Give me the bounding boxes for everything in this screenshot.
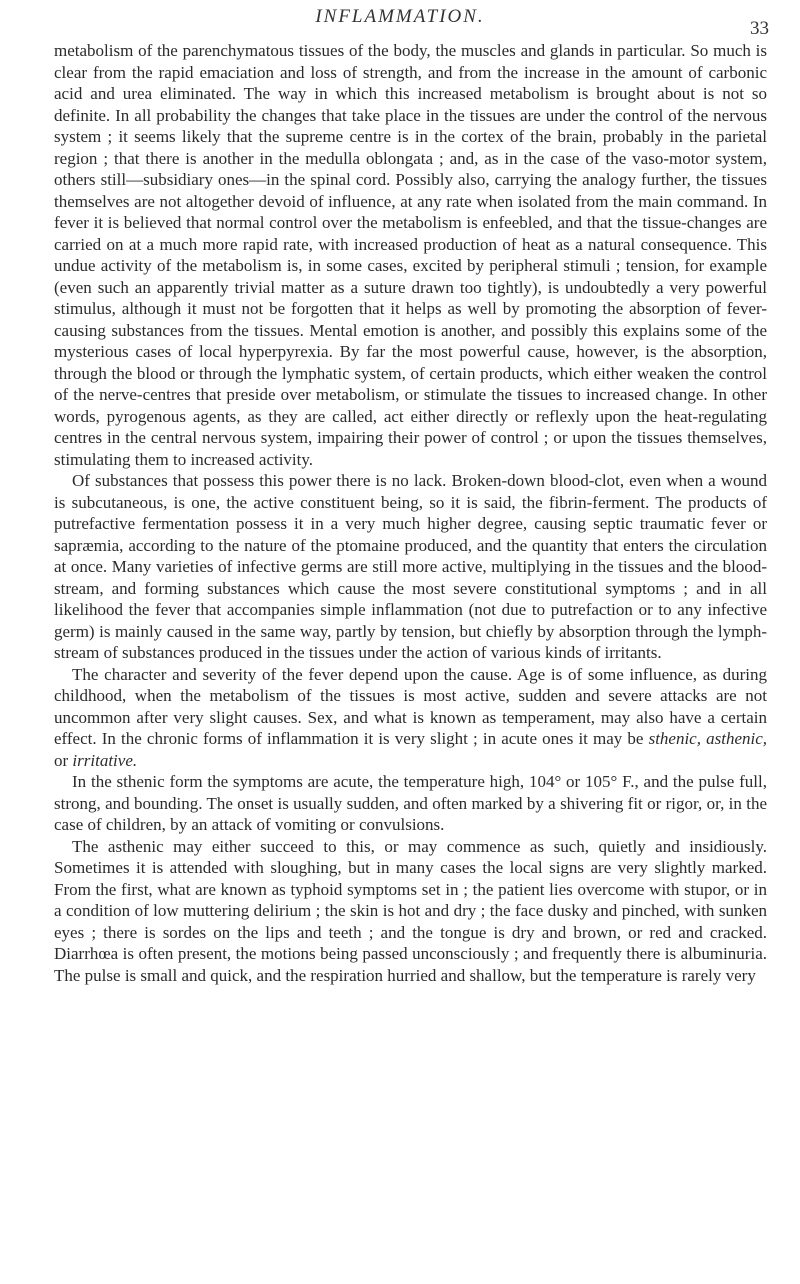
paragraph <box>54 664 767 772</box>
paragraph-text: The character and severity of the fever depend upon the cause. Age is of some influence, as during childhood, when the metabolism of the tissues is most active, sudden and severe attacks are not uncommon after very slight causes. Sex, and what is known as temperament, may also have a certain effect. In the chronic forms of inflammation it is very slight ; in acute ones it may be <box>54 664 767 748</box>
page-number: 33 <box>750 18 769 39</box>
paragraph-text: or <box>54 750 73 770</box>
paragraph: In the sthenic form the symptoms are acute, the temperature high, 104° or 105° F., and the pulse full, strong, and bounding. The onset is usually sudden, and often marked by a shivering fit or rigor, or, in the case of children, by an attack of vomiting or convulsions. <box>54 772 767 834</box>
running-title: INFLAMMATION. <box>315 6 485 27</box>
paragraph: metabolism of the parenchymatous tissues of the body, the muscles and glands in particular. So much is clear from the rapid emaciation and loss of strength, and from the increase in the amount of carbonic acid and urea eliminated. The way in which this increased metabolism is brought about is not so definite. In all probability the changes that take place in the tissues are under the control of the nervous system ; it seems likely that the supreme centre is in the cortex of the brain, probably in the parietal region ; that there is another in the medulla oblongata ; and, as in the case of the vaso-motor system, others still—subsidiary ones—in the spinal cord. Possibly also, carrying the analogy further, the tissues themselves are not altogether devoid of influence, at any rate when isolated from the main command. In fever it is believed that normal control over the metabolism is enfeebled, and that the tissue-changes are carried on at a much more rapid rate, with increased production of heat as a natural consequence. This undue activity of the metabolism is, in some cases, excited by peripheral stimuli ; tension, for example (even such an apparently trivial matter as a suture drawn too tightly), is undoubtedly a very powerful stimulus, although it must not be forgotten that it helps as well by promoting the absorption of fever-causing substances from the tissues. Mental emotion is another, and possibly this explains some of the mysterious cases of local hyperpyrexia. By far the most powerful cause, however, is the absorption, through the blood or through the lymphatic system, of certain products, which either weaken the control of the nerve-centres that preside over metabolism, or stimulate the tissues to increased change. In other words, pyrogenous agents, as they are called, act either directly or reflexly upon the heat-regulating centres in the central nervous system, impairing their power of control ; or upon the tissues themselves, stimulating them to increased activity. <box>54 41 767 469</box>
emphasis-text: irritative. <box>72 750 138 770</box>
paragraph: The asthenic may either succeed to this, or may commence as such, quietly and insidiously. Sometimes it is attended with sloughing, but in many cases the local signs are very slightly marked. From the first, what are known as typhoid symptoms set in ; the patient lies overcome with stupor, or in a condition of low muttering delirium ; the skin is hot and dry ; the face dusky and pinched, with sunken eyes ; there is sordes on the lips and teeth ; and the tongue is dry and brown, or red and cracked. Diarrhœa is often present, the motions being passed unconsciously ; and frequently there is albuminuria. The pulse is small and quick, and the respiration hurried and shallow, but the temperature is rarely very <box>54 836 767 985</box>
paragraph: Of substances that possess this power there is no lack. Broken-down blood-clot, even when a wound is subcutaneous, is one, the active constituent being, so it is said, the fibrin-ferment. The products of putrefactive fermentation possess it in a very much higher degree, causing septic traumatic fever or sapræmia, according to the nature of the ptomaine produced, and the quantity that enters the circulation at once. Many varieties of infective germs are still more active, multiplying in the tissues and the blood-stream, and forming substances which cause the most severe constitutional symptoms ; and in all likelihood the fever that accompanies simple inflammation (not due to putrefaction or to any infective germ) is mainly caused in the same way, partly by tension, but chiefly by absorption through the lymph-stream of substances produced in the tissues under the action of various kinds of irritants. <box>54 471 767 662</box>
body-text <box>54 40 767 986</box>
emphasis-text: sthenic, asthenic, <box>648 729 768 748</box>
